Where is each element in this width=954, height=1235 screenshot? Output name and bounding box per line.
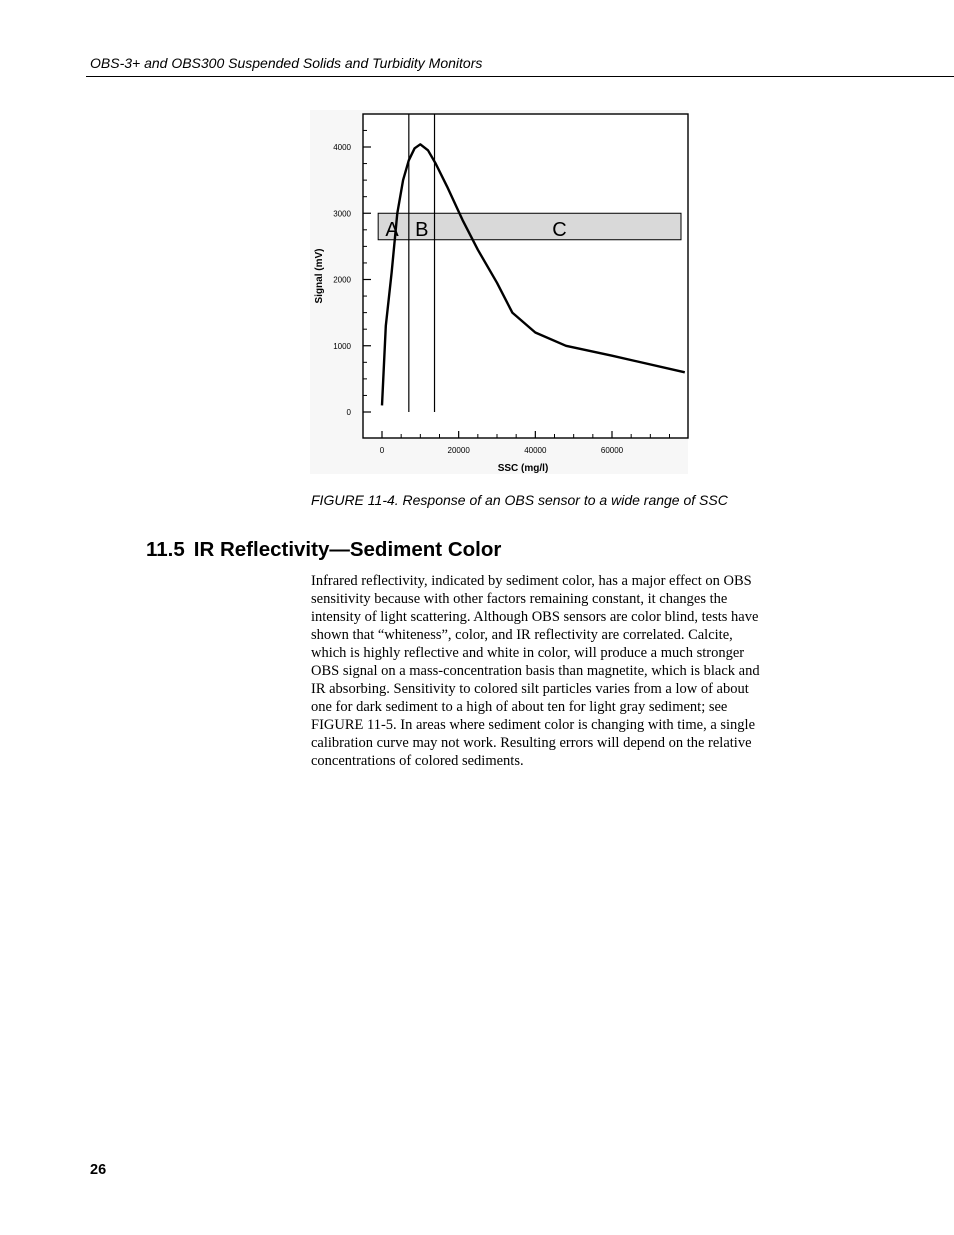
- body-line: concentrations of colored sediments.: [311, 753, 524, 769]
- x-tick-label: 60000: [600, 446, 624, 455]
- region-label: A: [385, 218, 399, 241]
- running-header: OBS-3+ and OBS300 Suspended Solids and Turbidity Monitors: [90, 55, 483, 71]
- figure-caption: FIGURE 11-4. Response of an OBS sensor to a wide range of SSC: [311, 492, 728, 508]
- body-line: which is highly reflective and white in color, will produce a much stronger: [311, 645, 745, 661]
- body-line: calibration curve may not work. Resulting errors will depend on the relative: [311, 735, 752, 751]
- body-line: shown that “whiteness”, color, and IR reflectivity are correlated. Calcite,: [311, 627, 733, 643]
- body-line: FIGURE 11-5. In areas where sediment color is changing with time, a single: [311, 717, 756, 733]
- y-tick-label: 4000: [333, 143, 351, 152]
- section-title: IR Reflectivity—Sediment Color: [193, 538, 502, 561]
- body-line: Infrared reflectivity, indicated by sediment color, has a major effect on OBS: [311, 573, 752, 589]
- x-tick-label: 40000: [524, 446, 547, 455]
- page-number: 26: [90, 1162, 107, 1178]
- region-label: B: [415, 218, 429, 241]
- body-line: IR absorbing. Sensitivity to colored silt particles varies from a low of about: [311, 681, 749, 697]
- y-axis-label: Signal (mV): [314, 248, 325, 304]
- y-tick-label: 1000: [333, 341, 351, 351]
- region-label: C: [552, 218, 567, 241]
- x-axis-label: SSC (mg/l): [497, 463, 549, 474]
- section-heading: [146, 538, 501, 562]
- y-tick-label: 0: [346, 408, 351, 417]
- section-number: 11.5: [146, 538, 185, 561]
- y-tick-label: 3000: [333, 209, 351, 219]
- obs-response-chart: [308, 108, 692, 480]
- figure-11-4: [308, 108, 692, 480]
- body-line: intensity of light scattering. Although OBS sensors are color blind, tests have: [311, 609, 759, 625]
- body-line: one for dark sediment to a high of about ten for light gray sediment; see: [311, 699, 728, 715]
- x-tick-label: 0: [379, 446, 385, 455]
- body-line: sensitivity because with other factors remaining constant, it changes the: [311, 591, 728, 607]
- x-tick-label: 20000: [447, 446, 470, 455]
- body-line: OBS signal on a mass-concentration basis than magnetite, which is black and: [311, 663, 760, 679]
- header-rule: [86, 76, 954, 77]
- section-body: [311, 572, 803, 770]
- plot-frame: [363, 114, 688, 438]
- y-tick-label: 2000: [333, 275, 351, 285]
